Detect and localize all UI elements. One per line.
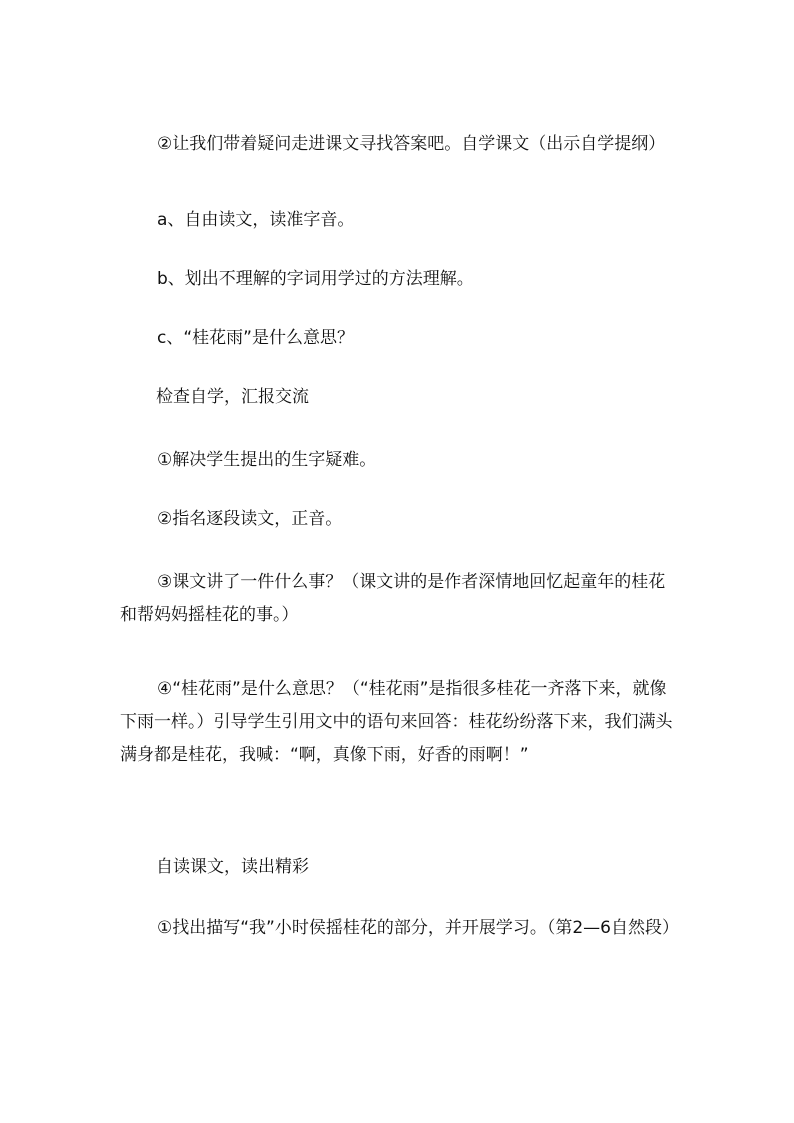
paragraph-self-study-intro: ②让我们带着疑问走进课文寻找答案吧。自学课文（出示自学提纲） bbox=[157, 134, 666, 154]
paragraph-step-2: ②指名逐段读文，正音。 bbox=[157, 509, 343, 529]
paragraph-item-c: c、“桂花雨”是什么意思？ bbox=[157, 328, 354, 348]
paragraph-read-aloud: 自读课文，读出精彩 bbox=[156, 857, 309, 877]
paragraph-item-b: b、划出不理解的字词用学过的方法理解。 bbox=[157, 269, 474, 289]
paragraph-check-report: 检查自学，汇报交流 bbox=[156, 387, 309, 407]
paragraph-step-3: ③课文讲了一件什么事？（课文讲的是作者深情地回忆起童年的桂花和帮妈妈摇桂花的事。） bbox=[120, 572, 666, 625]
paragraph-find-description: ①找出描写“我”小时侯摇桂花的部分，并开展学习。（第2—6自然段） bbox=[157, 918, 679, 938]
paragraph-step-4: ④“桂花雨”是什么意思？（“桂花雨”是指很多桂花一齐落下来，就像下雨一样。）引导学生引用文中的语句来回答：桂花纷纷落下来，我们满头满身都是桂花，我喊：“啊，真像下雨，好香的雨啊！” bbox=[120, 679, 673, 765]
paragraph-step-1: ①解决学生提出的生字疑难。 bbox=[157, 450, 377, 470]
paragraph-item-a: a、自由读文，读准字音。 bbox=[157, 210, 355, 230]
